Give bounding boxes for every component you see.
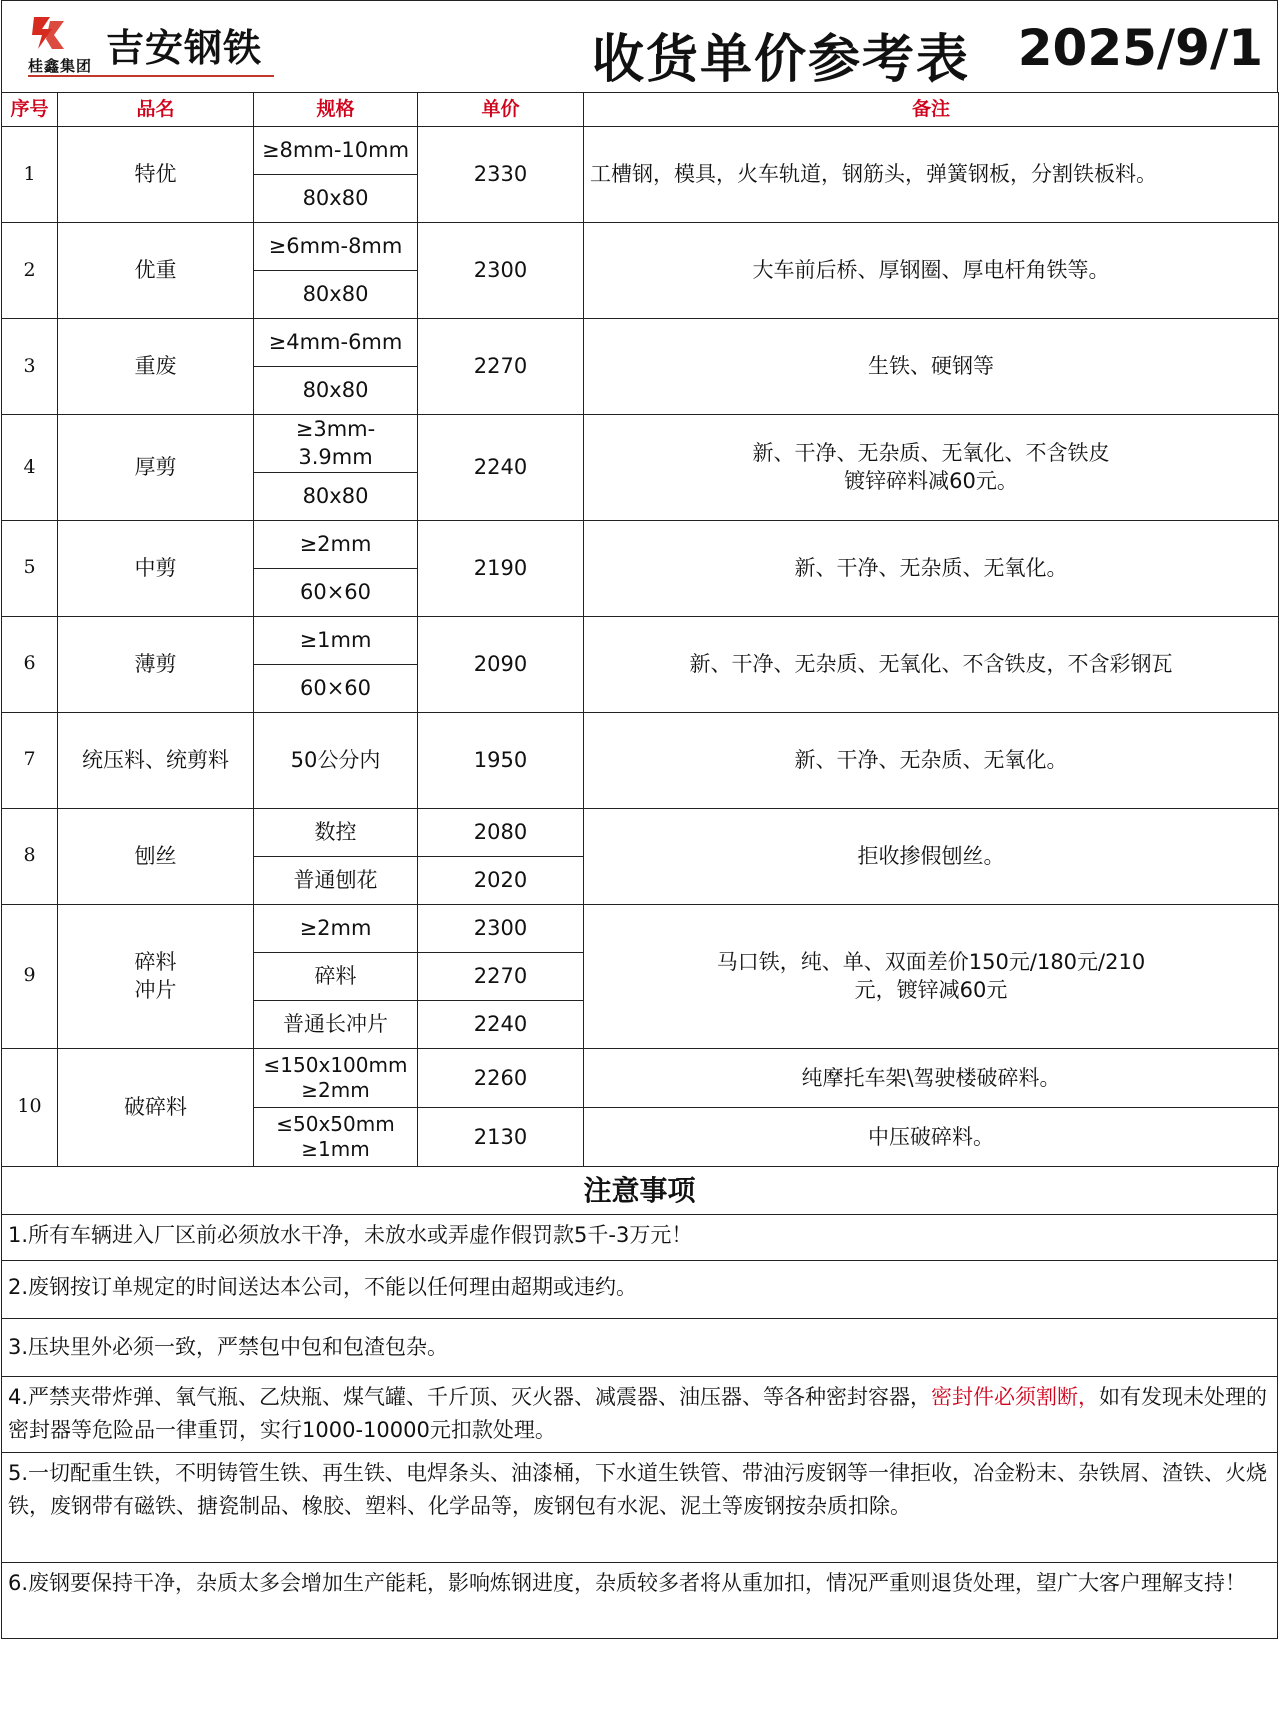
row-remark: 工槽钢，模具，火车轨道，钢筋头，弹簧钢板，分割铁板料。 (584, 127, 1279, 223)
row-name (58, 904, 254, 1048)
row-spec: 80x80 (254, 271, 418, 319)
row-remark: 生铁、硬钢等 (584, 319, 1279, 415)
column-header-seq: 序号 (2, 93, 58, 127)
row-price: 2270 (418, 952, 584, 1000)
row-price: 2270 (418, 319, 584, 415)
row-spec: ≥3mm-3.9mm (254, 415, 418, 473)
row-spec: 50公分内 (254, 712, 418, 808)
row-remark (584, 415, 1279, 521)
spec-line: ≤50x50mm (276, 1111, 395, 1136)
row-remark: 拒收掺假刨丝。 (584, 808, 1279, 904)
row-price: 2260 (418, 1048, 584, 1107)
name-line: 冲片 (134, 978, 177, 1003)
table-row (2, 616, 1279, 664)
company-group-name: 桂鑫集团 (28, 57, 93, 75)
table-row (2, 904, 1279, 952)
note-item: 3.压块里外必须一致，严禁包中包和包渣包杂。 (1, 1319, 1278, 1377)
sheet-header (1, 0, 1278, 92)
sheet-date: 2025/9/1 (1017, 19, 1263, 77)
column-header-spec: 规格 (254, 93, 418, 127)
row-spec: 80x80 (254, 367, 418, 415)
row-name: 破碎料 (58, 1048, 254, 1166)
note-item (1, 1377, 1278, 1453)
company-name: 吉安钢铁 (106, 26, 263, 70)
row-spec: ≥2mm (254, 904, 418, 952)
table-row (2, 1048, 1279, 1107)
row-name: 优重 (58, 223, 254, 319)
row-name: 统压料、统剪料 (58, 712, 254, 808)
row-price: 2130 (418, 1107, 584, 1166)
note-warning: 密封件必须割断， (931, 1384, 1100, 1409)
row-seq: 4 (2, 415, 58, 521)
row-price: 2300 (418, 223, 584, 319)
row-spec: 60×60 (254, 664, 418, 712)
row-seq: 3 (2, 319, 58, 415)
row-seq: 5 (2, 520, 58, 616)
table-row (2, 520, 1279, 568)
company-logo-icon (28, 13, 68, 53)
row-price: 2240 (418, 1000, 584, 1048)
row-spec: 普通刨花 (254, 856, 418, 904)
row-price: 2190 (418, 520, 584, 616)
row-spec: ≥8mm-10mm (254, 127, 418, 175)
row-price: 2300 (418, 904, 584, 952)
logo-underline (28, 75, 274, 77)
column-header-remark: 备注 (584, 93, 1279, 127)
table-row (2, 712, 1279, 808)
row-name: 中剪 (58, 520, 254, 616)
row-remark: 新、干净、无杂质、无氧化。 (584, 712, 1279, 808)
table-row (2, 415, 1279, 473)
row-price: 2330 (418, 127, 584, 223)
row-spec: 80x80 (254, 472, 418, 520)
row-remark (584, 904, 1279, 1048)
table-row (2, 319, 1279, 367)
name-line: 碎料 (134, 949, 177, 974)
row-spec: 数控 (254, 808, 418, 856)
note-item: 2.废钢按订单规定的时间送达本公司，不能以任何理由超期或违约。 (1, 1261, 1278, 1319)
remark-line: 新、干净、无杂质、无氧化、不含铁皮 (752, 441, 1110, 465)
row-spec: ≥2mm (254, 520, 418, 568)
row-price: 2080 (418, 808, 584, 856)
note-text: 4.严禁夹带炸弹、氧气瓶、乙炔瓶、煤气罐、千斤顶、灭火器、减震器、油压器、等各种密封容器， (8, 1384, 932, 1409)
row-name: 重废 (58, 319, 254, 415)
notes-title: 注意事项 (1, 1167, 1278, 1215)
row-remark: 纯摩托车架\驾驶楼破碎料。 (584, 1048, 1279, 1107)
spec-line: ≥1mm (301, 1136, 370, 1161)
row-spec: 80x80 (254, 175, 418, 223)
row-remark: 新、干净、无杂质、无氧化。 (584, 520, 1279, 616)
row-name: 厚剪 (58, 415, 254, 521)
row-remark: 大车前后桥、厚钢圈、厚电杆角铁等。 (584, 223, 1279, 319)
row-name: 特优 (58, 127, 254, 223)
row-spec: 碎料 (254, 952, 418, 1000)
note-item: 6.废钢要保持干净，杂质太多会增加生产能耗，影响炼钢进度，杂质较多者将从重加扣，情况严重则退货处理，望广大客户理解支持！ (1, 1563, 1278, 1639)
note-text: 如有发现未处理的密封器等危险品一律重罚，实行1000-10000元扣款处理。 (8, 1384, 1268, 1442)
row-seq: 6 (2, 616, 58, 712)
note-item: 5.一切配重生铁，不明铸管生铁、再生铁、电焊条头、油漆桶，下水道生铁管、带油污废钢等一律拒收，冶金粉末、杂铁屑、渣铁、火烧铁，废钢带有磁铁、搪瓷制品、橡胶、塑料、化学品等，废钢包有水泥、泥土等废钢按杂质扣除。 (1, 1453, 1278, 1563)
row-seq: 9 (2, 904, 58, 1048)
row-seq: 7 (2, 712, 58, 808)
row-spec (254, 1107, 418, 1166)
row-seq: 2 (2, 223, 58, 319)
row-spec: ≥4mm-6mm (254, 319, 418, 367)
row-price: 1950 (418, 712, 584, 808)
row-name: 薄剪 (58, 616, 254, 712)
column-header-name: 品名 (58, 93, 254, 127)
spec-line: ≤150x100mm (263, 1052, 408, 1077)
table-header-row (2, 93, 1279, 127)
row-price: 2240 (418, 415, 584, 521)
row-name: 刨丝 (58, 808, 254, 904)
remark-line: 马口铁，纯、单、双面差价150元/180元/210 (716, 949, 1146, 974)
row-price: 2090 (418, 616, 584, 712)
column-header-price: 单价 (418, 93, 584, 127)
table-row (2, 223, 1279, 271)
row-spec: ≥6mm-8mm (254, 223, 418, 271)
row-spec: 60×60 (254, 568, 418, 616)
remark-line: 镀锌碎料减60元。 (844, 469, 1018, 494)
row-spec: 普通长冲片 (254, 1000, 418, 1048)
page-title: 收货单价参考表 (592, 30, 971, 90)
price-sheet (1, 0, 1278, 1639)
row-remark: 新、干净、无杂质、无氧化、不含铁皮，不含彩钢瓦 (584, 616, 1279, 712)
table-row (2, 127, 1279, 175)
row-spec: ≥1mm (254, 616, 418, 664)
row-seq: 1 (2, 127, 58, 223)
note-item: 1.所有车辆进入厂区前必须放水干净，未放水或弄虚作假罚款5千-3万元！ (1, 1215, 1278, 1261)
table-row (2, 808, 1279, 856)
row-seq: 8 (2, 808, 58, 904)
price-table (1, 92, 1279, 1167)
row-price: 2020 (418, 856, 584, 904)
spec-line: ≥2mm (301, 1077, 370, 1102)
row-remark: 中压破碎料。 (584, 1107, 1279, 1166)
remark-line: 元，镀锌减60元 (854, 978, 1008, 1003)
row-spec (254, 1048, 418, 1107)
row-seq: 10 (2, 1048, 58, 1166)
